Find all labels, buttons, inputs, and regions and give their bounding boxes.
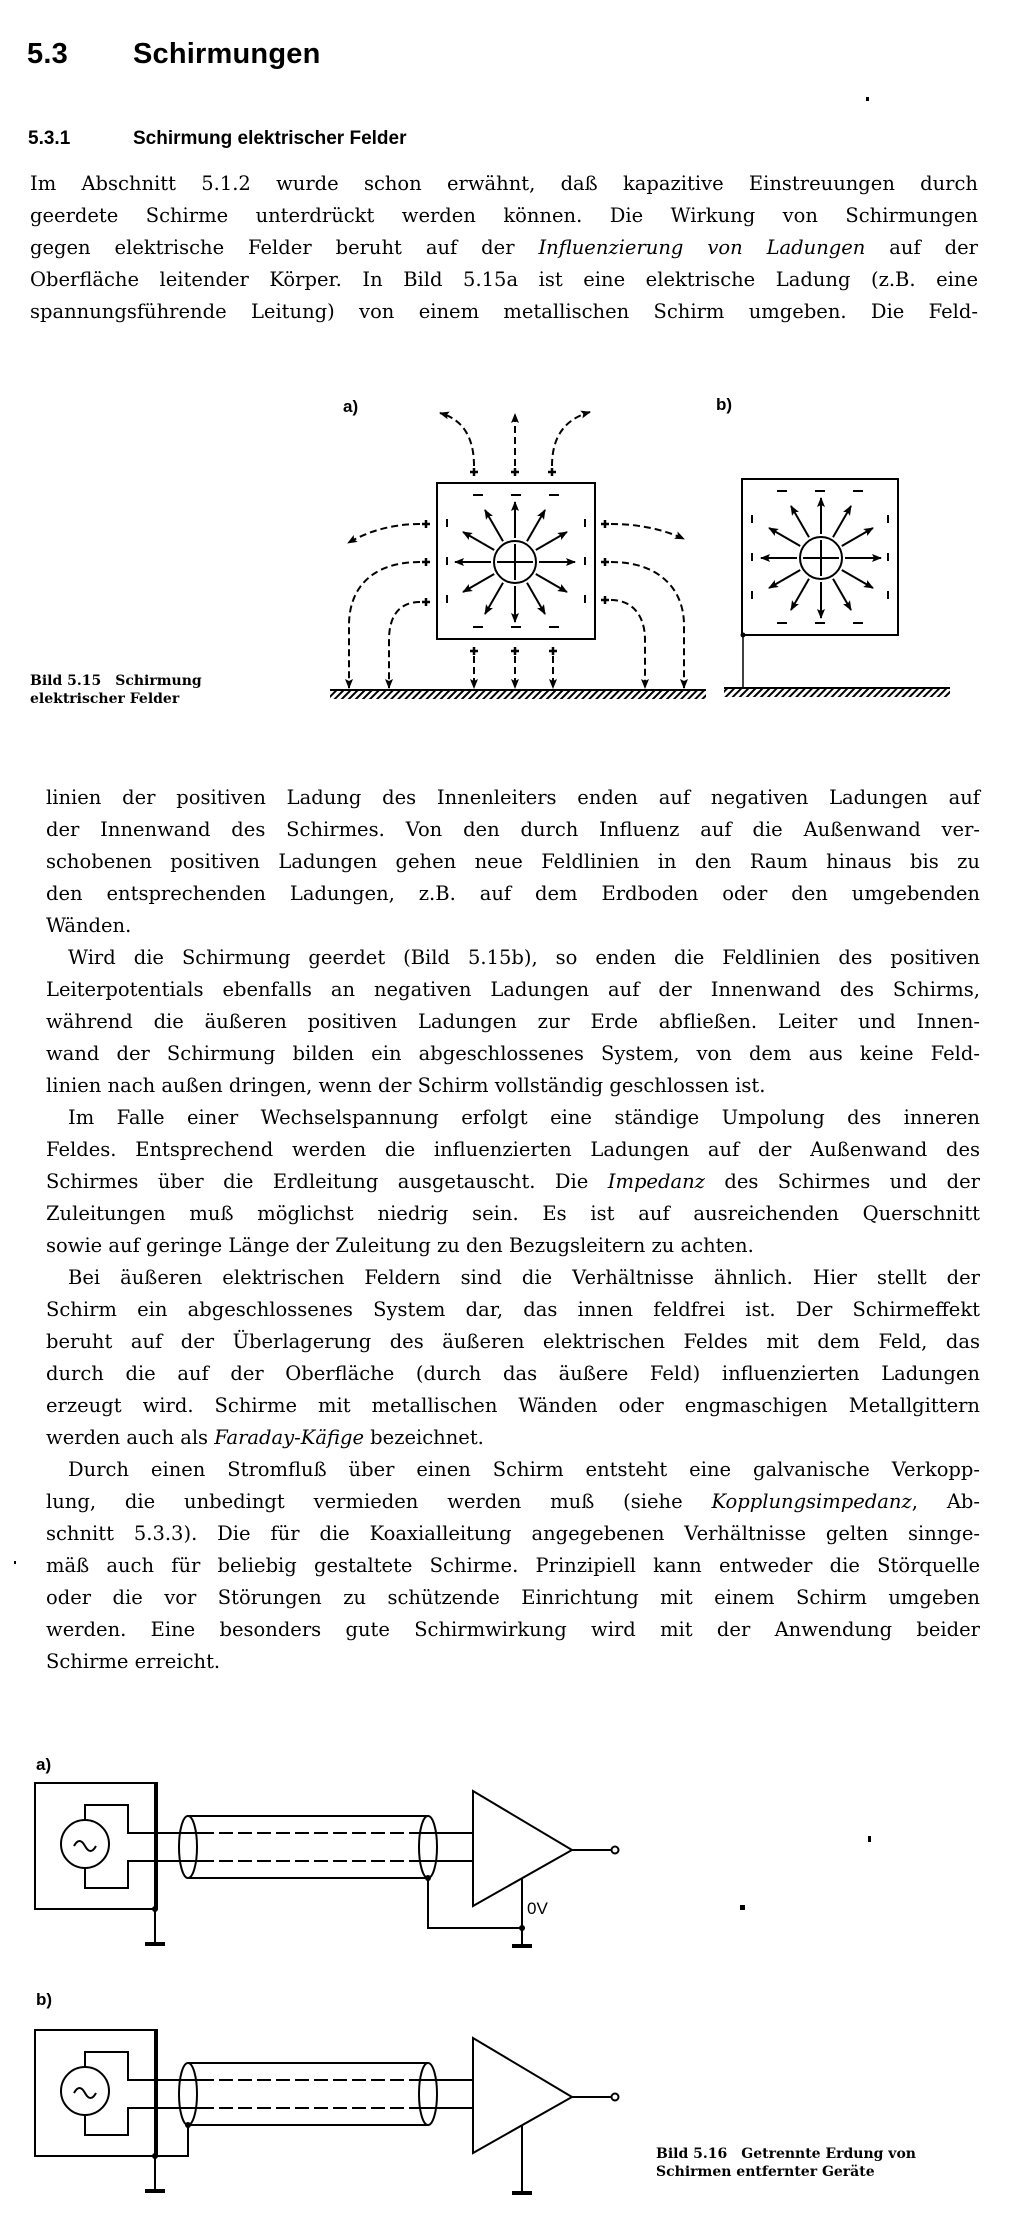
- cable-end-left: [179, 1816, 197, 1878]
- text-run: schnitt 5.3.3). Die für die Koaxialleitung angegebenen Verhältnisse gelten sinnge-: [46, 1522, 980, 1545]
- text-run: sowie auf geringe Länge der Zuleitung zu den Bezugsleitern zu achten.: [46, 1234, 754, 1257]
- caption-line-1: Getrennte Erdung von: [741, 2146, 916, 2162]
- text-run: Zuleitungen muß möglichst niedrig sein. Es ist auf ausreichenden Querschnitt: [46, 1202, 980, 1225]
- figure-5-16-caption: [656, 2145, 916, 2181]
- emphasis-term: Influenzierung von Ladungen: [538, 236, 866, 259]
- text-run: schobenen positiven Ladungen gehen neue Feldlinien in den Raum hinaus bis zu: [46, 850, 980, 873]
- text-run: spannungsführende Leitung) von einem metallischen Schirm umgeben. Die Feld-: [30, 300, 978, 323]
- text-run: Durch einen Stromfluß über einen Schirm entsteht eine galvanische Verkopp-: [68, 1458, 980, 1481]
- text-run: den entsprechenden Ladungen, z.B. auf dem Erdboden oder den umgebenden: [46, 882, 980, 905]
- text-run: der Innenwand des Schirmes. Von den durch Influenz auf die Außenwand ver-: [46, 818, 980, 841]
- text-run: Schirme erreicht.: [46, 1650, 221, 1673]
- caption-number: Bild 5.15: [30, 673, 102, 689]
- sine-wave-glyph: [74, 2088, 96, 2098]
- text-run: Schirmes über die Erdleitung ausgetauscht. Die: [46, 1170, 608, 1193]
- emphasis-term: Faraday-Käfige: [214, 1426, 364, 1449]
- subsection-title: Schirmung elektrischer Felder: [133, 128, 407, 149]
- text-run: geerdete Schirme unterdrückt werden können. Die Wirkung von Schirmungen: [30, 204, 978, 227]
- text-run: linien nach außen dringen, wenn der Schirm vollständig geschlossen ist.: [46, 1074, 766, 1097]
- text-run: lung, die unbedingt vermieden werden muß (siehe: [46, 1490, 712, 1513]
- junction-dot: [185, 2122, 191, 2128]
- text-run: erzeugt wird. Schirme mit metallischen Wänden oder engmaschigen Metallgittern: [46, 1394, 980, 1417]
- text-run: wand der Schirmung bilden ein abgeschlossenes System, von dem aus keine Feld-: [46, 1042, 980, 1065]
- text-run: durch die auf der Oberfläche (durch das äußere Feld) influenzierten Ladungen: [46, 1362, 980, 1385]
- text-run: , Ab-: [911, 1490, 980, 1513]
- figure-5-15-label-b: b): [716, 395, 733, 414]
- section-title: Schirmungen: [133, 38, 321, 70]
- text-run: während die äußeren positiven Ladungen zur Erde abfließen. Leiter und Innen-: [46, 1010, 980, 1033]
- caption-line-1: Schirmung: [115, 673, 202, 689]
- junction-dot: [519, 1925, 525, 1931]
- text-run: Wird die Schirmung geerdet (Bild 5.15b), so enden die Feldlinien des positiven: [68, 946, 980, 969]
- text-run: Leiterpotentials ebenfalls an negativen Ladungen auf der Innenwand des Schirms,: [46, 978, 980, 1001]
- figure-5-16-label-a: a): [36, 1755, 52, 1774]
- text-run: auf der: [865, 236, 978, 259]
- circuit-b: [35, 2030, 619, 2193]
- text-run: linien der positiven Ladung des Innenleiters enden auf negativen Ladungen auf: [46, 786, 980, 809]
- text-run: Bei äußeren elektrischen Feldern sind die Verhältnisse ähnlich. Hier stellt der: [68, 1266, 980, 1289]
- shield-ground-wire: [155, 2125, 188, 2156]
- scan-speck: [14, 1561, 16, 1564]
- junction-dot: [152, 1906, 158, 1912]
- section-number: 5.3: [27, 38, 68, 70]
- caption-line-2: elektrischer Felder: [30, 691, 180, 707]
- text-run: mäß auch für beliebig gestaltete Schirme. Prinzipiell kann entweder die Störquelle: [46, 1554, 980, 1577]
- text-run: oder die vor Störungen zu schützende Einrichtung mit einem Schirm umgeben: [46, 1586, 980, 1609]
- zero-volt-label: 0V: [527, 1899, 548, 1918]
- emphasis-term: Impedanz: [607, 1170, 705, 1193]
- text-run: Im Falle einer Wechselspannung erfolgt eine ständige Umpolung des inneren: [68, 1106, 980, 1129]
- ac-source-icon: [61, 2067, 109, 2115]
- text-run: Im Abschnitt 5.1.2 wurde schon erwähnt, daß kapazitive Einstreuungen durch: [30, 172, 978, 195]
- scan-speck: [740, 1905, 745, 1910]
- text-run: des Schirmes und der: [704, 1170, 980, 1193]
- cable-end-left: [179, 2063, 197, 2125]
- caption-number: Bild 5.16: [656, 2146, 728, 2162]
- output-terminal: [612, 2094, 619, 2101]
- cable-end-right: [419, 1816, 437, 1878]
- sine-wave-glyph: [74, 1841, 96, 1851]
- text-run: Wänden.: [46, 914, 132, 937]
- text-run: Oberfläche leitender Körper. In Bild 5.15a ist eine elektrische Ladung (z.B. eine: [30, 268, 978, 291]
- emphasis-term: Kopplungsimpedanz: [711, 1490, 912, 1513]
- figure-5-16-label-b: b): [36, 1990, 53, 2009]
- text-run: bezeichnet.: [363, 1426, 484, 1449]
- junction-dot: [425, 1875, 431, 1881]
- subsection-number: 5.3.1: [28, 128, 71, 149]
- signal-wire: [85, 2052, 200, 2080]
- ac-source-icon: [61, 1820, 109, 1868]
- output-terminal: [612, 1847, 619, 1854]
- text-run: beruht auf der Überlagerung des äußeren elektrischen Feldes mit dem Feld, das: [46, 1330, 980, 1353]
- scan-speck: [868, 1836, 871, 1842]
- text-run: werden. Eine besonders gute Schirmwirkung wird mit der Anwendung beider: [46, 1618, 980, 1641]
- text-run: Schirm ein abgeschlossenes System dar, das innen feldfrei ist. Der Schirmeffekt: [46, 1298, 980, 1321]
- caption-line-2: Schirmen entfernter Geräte: [656, 2164, 875, 2180]
- figure-5-15-label-a: a): [343, 397, 359, 416]
- text-run: werden auch als: [46, 1426, 215, 1449]
- signal-wire: [85, 1805, 200, 1833]
- cable-end-right: [419, 2063, 437, 2125]
- text-run: Feldes. Entsprechend werden die influenzierten Ladungen auf der Außenwand des: [46, 1138, 980, 1161]
- text-run: gegen elektrische Felder beruht auf der: [30, 236, 539, 259]
- circuit-a: [35, 1783, 619, 1946]
